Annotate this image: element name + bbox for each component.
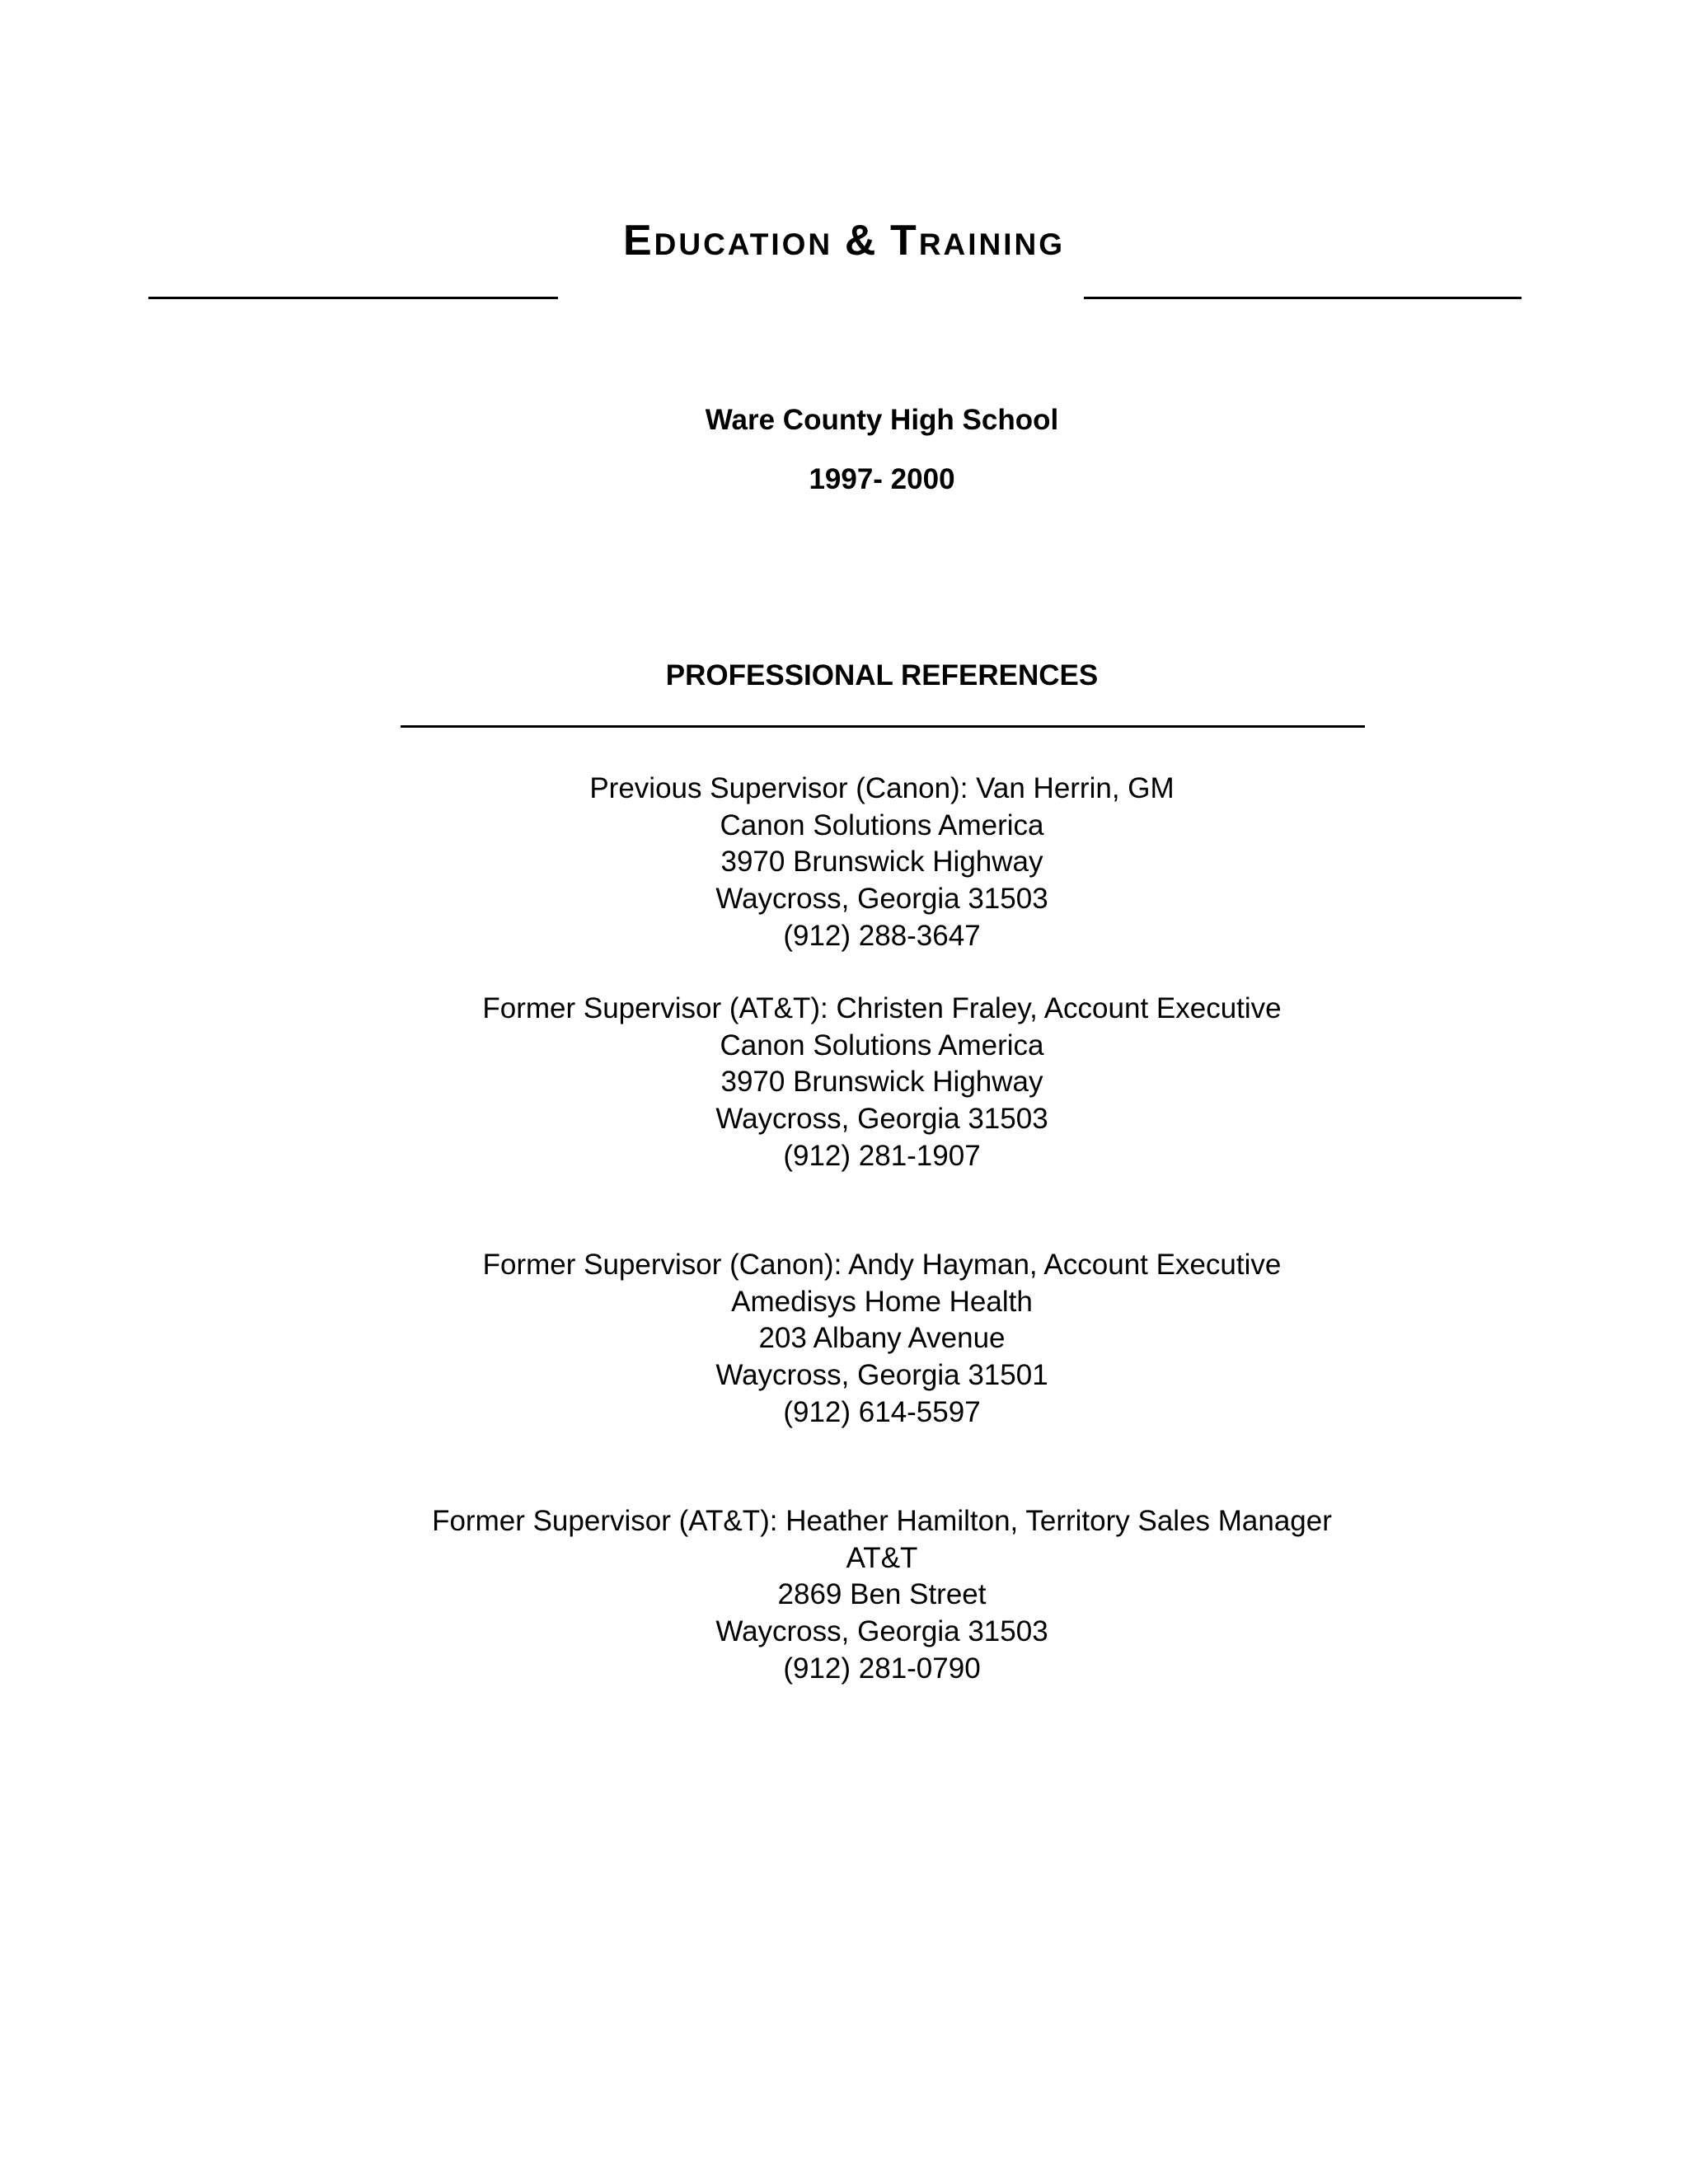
reference-heading: Former Supervisor (AT&T): Christen Fraley, Account Executive	[482, 992, 1282, 1024]
reference-city: Waycross, Georgia 31503	[715, 1615, 1048, 1648]
education-title-rest: DUCATION	[654, 227, 833, 261]
reference-phone: (912) 281-1907	[783, 1139, 981, 1172]
references-rule	[401, 725, 1365, 728]
education-title-ampersand: &	[844, 217, 879, 265]
reference-entry	[0, 1503, 1688, 1688]
reference-city: Waycross, Georgia 31501	[715, 1359, 1048, 1392]
education-training-heading	[0, 216, 1688, 269]
reference-entry	[0, 1247, 1688, 1432]
reference-city: Waycross, Georgia 31503	[715, 883, 1048, 916]
reference-street: 2869 Ben Street	[777, 1578, 987, 1611]
training-title-initial: T	[890, 217, 919, 265]
reference-company: Amedisys Home Health	[731, 1285, 1033, 1318]
reference-heading: Former Supervisor (AT&T): Heather Hamilton, Territory Sales Manager	[432, 1505, 1332, 1537]
education-rule-left	[148, 297, 558, 299]
reference-heading: Previous Supervisor (Canon): Van Herrin, GM	[589, 772, 1175, 804]
education-title-initial: E	[622, 217, 654, 265]
reference-company: AT&T	[846, 1541, 918, 1574]
reference-street: 3970 Brunswick Highway	[720, 1066, 1043, 1099]
reference-city: Waycross, Georgia 31503	[715, 1103, 1048, 1136]
school-years: 1997- 2000	[809, 463, 955, 495]
reference-heading: Former Supervisor (Canon): Andy Hayman, Account Executive	[482, 1249, 1282, 1281]
reference-phone: (912) 288-3647	[783, 919, 981, 952]
reference-entry	[0, 771, 1688, 955]
reference-company: Canon Solutions America	[720, 808, 1044, 841]
education-rule-right	[1084, 297, 1522, 299]
reference-company: Canon Solutions America	[720, 1029, 1044, 1062]
training-title-rest: RAINING	[918, 227, 1066, 261]
reference-street: 3970 Brunswick Highway	[720, 846, 1043, 879]
reference-street: 203 Albany Avenue	[758, 1322, 1006, 1355]
school-name: Ware County High School	[705, 404, 1059, 436]
reference-phone: (912) 614-5597	[783, 1395, 981, 1428]
references-heading: PROFESSIONAL REFERENCES	[665, 659, 1099, 691]
reference-entry	[0, 991, 1688, 1175]
reference-phone: (912) 281-0790	[783, 1652, 981, 1685]
